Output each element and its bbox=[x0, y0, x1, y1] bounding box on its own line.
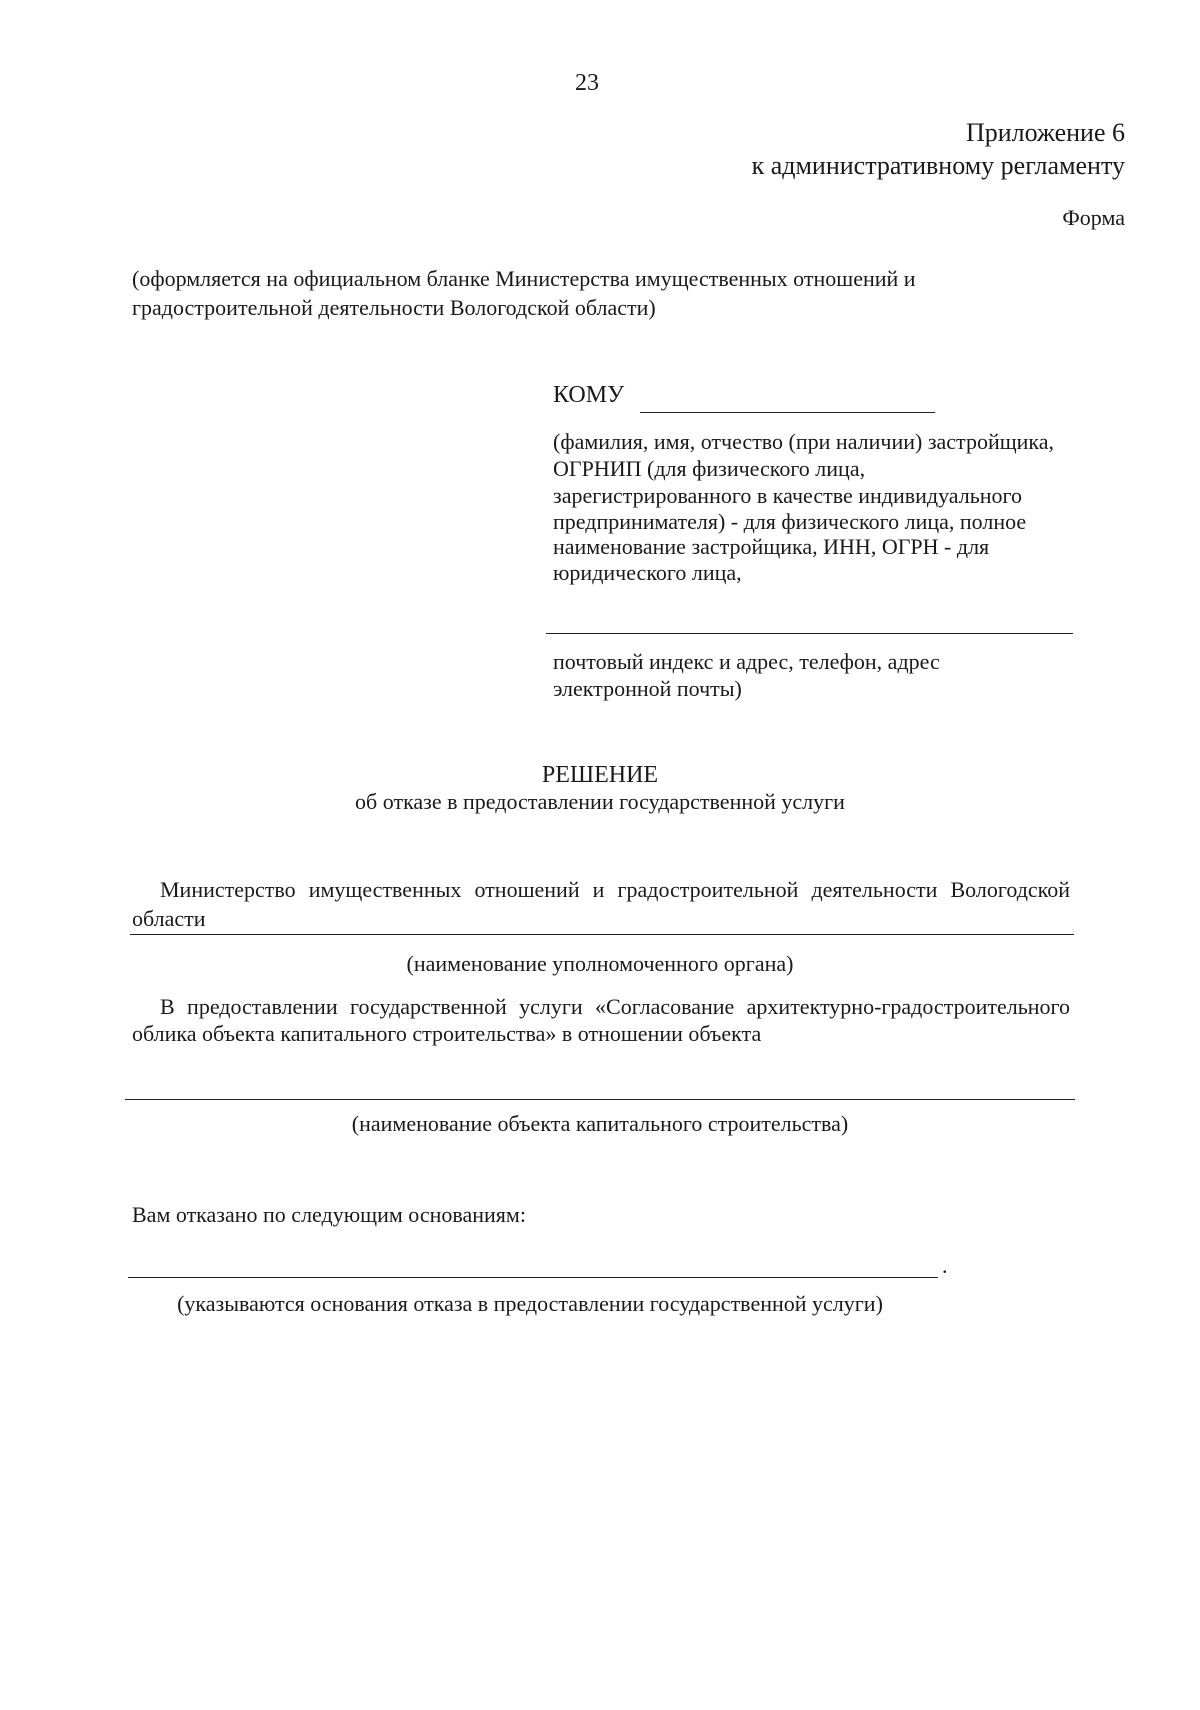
addressee-desc-line5: наименование застройщика, ИНН, ОГРН - для bbox=[553, 534, 990, 559]
addressee-desc-line6: юридического лица, bbox=[553, 560, 742, 585]
addressee-desc-line4: предпринимателя) - для физического лица, полное bbox=[553, 509, 1027, 534]
address-line1: почтовый индекс и адрес, телефон, адрес bbox=[553, 649, 940, 674]
appendix-subtitle: к административному регламенту bbox=[751, 151, 1125, 180]
object-underline bbox=[125, 1099, 1075, 1100]
form-label: Форма bbox=[1062, 205, 1125, 230]
appendix-title: Приложение 6 bbox=[965, 118, 1125, 147]
service-line2: облика объекта капитального строительства» в отношении объекта bbox=[132, 1021, 762, 1046]
authority-caption: (наименование уполномоченного органа) bbox=[406, 951, 794, 976]
blank-note-line2: градостроительной деятельности Вологодской области) bbox=[132, 295, 656, 320]
address-underline bbox=[546, 633, 1073, 634]
decision-title: РЕШЕНИЕ bbox=[541, 762, 659, 788]
object-caption: (наименование объекта капитального строительства) bbox=[351, 1111, 849, 1136]
decision-subtitle: об отказе в предоставлении государственной услуги bbox=[355, 789, 845, 814]
addressee-label: КОМУ bbox=[553, 382, 625, 408]
address-line2: электронной почты) bbox=[553, 676, 742, 701]
blank-note-line1: (оформляется на официальном бланке Министерства имущественных отношений и bbox=[132, 266, 916, 291]
addressee-underline bbox=[640, 412, 935, 413]
service-line1: В предоставлении государственной услуги «Согласование архитектурно-градостроительного bbox=[160, 994, 1070, 1019]
authority-underline bbox=[130, 934, 1074, 935]
authority-line1: Министерство имущественных отношений и градостроительной деятельности Вологодской bbox=[160, 877, 1070, 902]
refusal-end-mark: . bbox=[942, 1253, 948, 1278]
addressee-desc-line3: зарегистрированного в качестве индивидуального bbox=[553, 483, 1023, 508]
refusal-underline bbox=[128, 1277, 938, 1278]
page-number: 23 bbox=[575, 70, 599, 96]
addressee-desc-line2: ОГРНИП (для физического лица, bbox=[553, 456, 866, 481]
addressee-desc-line1: (фамилия, имя, отчество (при наличии) застройщика, bbox=[553, 429, 1055, 454]
refusal-text: Вам отказано по следующим основаниям: bbox=[132, 1202, 526, 1227]
authority-line2: области bbox=[132, 906, 206, 931]
refusal-caption: (указываются основания отказа в предоставлении государственной услуги) bbox=[177, 1291, 883, 1316]
